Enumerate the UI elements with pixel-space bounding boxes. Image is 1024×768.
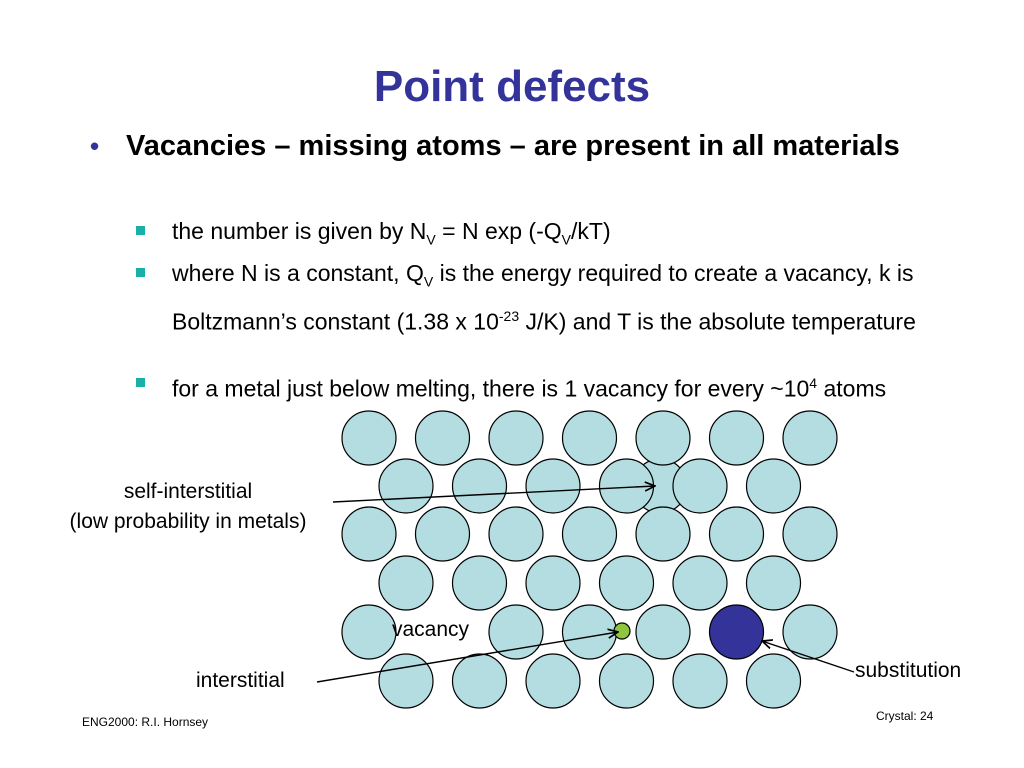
lattice-atom — [489, 411, 543, 465]
lattice-atom — [673, 654, 727, 708]
self-interstitial-label: self-interstitial — [123, 480, 253, 503]
self-interstitial-note: (low probability in metals) — [69, 510, 307, 533]
definition-text-a: where N is a constant, Q — [172, 260, 424, 286]
interstitial-atom — [614, 623, 630, 639]
footer-page: Crystal: 24 — [876, 709, 934, 723]
interstitial-label: interstitial — [196, 669, 285, 692]
lattice-atom — [489, 507, 543, 561]
definition-exponent: -23 — [498, 307, 520, 324]
lattice-atom — [526, 459, 580, 513]
lattice-atom — [636, 411, 690, 465]
lattice-atom — [489, 605, 543, 659]
melting-text-a: for a metal just below melting, there is 1 vacancy for every ~10 — [172, 375, 810, 402]
lattice-atom — [636, 507, 690, 561]
main-bullet-text: Vacancies – missing atoms – are present in all materials — [126, 130, 900, 162]
melting-text-c: atoms — [817, 375, 887, 402]
lattice-atom — [783, 507, 837, 561]
lattice-atom — [710, 411, 764, 465]
page-title: Point defects — [373, 62, 651, 111]
lattice-atom — [526, 654, 580, 708]
vacancy-label: vacancy — [392, 618, 470, 641]
lattice-atom — [563, 411, 617, 465]
lattice-atom — [747, 654, 801, 708]
lattice-atom — [673, 556, 727, 610]
lattice-atom — [783, 411, 837, 465]
lattice-atom — [526, 556, 580, 610]
formula-text-c: = N exp (-Q — [435, 218, 562, 244]
lattice-atom — [563, 605, 617, 659]
lattice-atom — [710, 507, 764, 561]
lattice-atom — [416, 507, 470, 561]
substitution-label: substitution — [855, 659, 962, 682]
lattice-atom — [563, 507, 617, 561]
formula-sub-v: V — [426, 231, 436, 248]
substitution-atom — [710, 605, 764, 659]
definition-sub-v: V — [423, 273, 434, 290]
melting-exponent: 4 — [809, 375, 818, 391]
lattice-atom — [636, 605, 690, 659]
lattice-atom — [453, 556, 507, 610]
lattice-atom — [600, 556, 654, 610]
formula-text-a: the number is given by N — [172, 218, 427, 244]
lattice-atom — [379, 556, 433, 610]
lattice-atom — [342, 605, 396, 659]
lattice-atom — [379, 459, 433, 513]
lattice-atom — [342, 411, 396, 465]
formula-sub-v2: V — [561, 231, 571, 248]
lattice-atom — [673, 459, 727, 513]
bullet-dot: • — [90, 131, 100, 161]
lattice-atom — [453, 459, 507, 513]
footer-author: ENG2000: R.I. Hornsey — [82, 715, 209, 729]
formula-text-e: /kT) — [571, 218, 611, 244]
lattice-atom — [747, 556, 801, 610]
lattice-atom — [379, 654, 433, 708]
lattice-atom — [747, 459, 801, 513]
lattice-atom — [453, 654, 507, 708]
lattice-atom — [416, 411, 470, 465]
definition-text-c: is the energy required to create a vacancy, k is Boltzmann’s constant (1.38 x 10 — [172, 260, 914, 335]
definition-text-e: J/K) and T is the absolute temperature — [519, 308, 916, 335]
lattice-atom — [600, 654, 654, 708]
